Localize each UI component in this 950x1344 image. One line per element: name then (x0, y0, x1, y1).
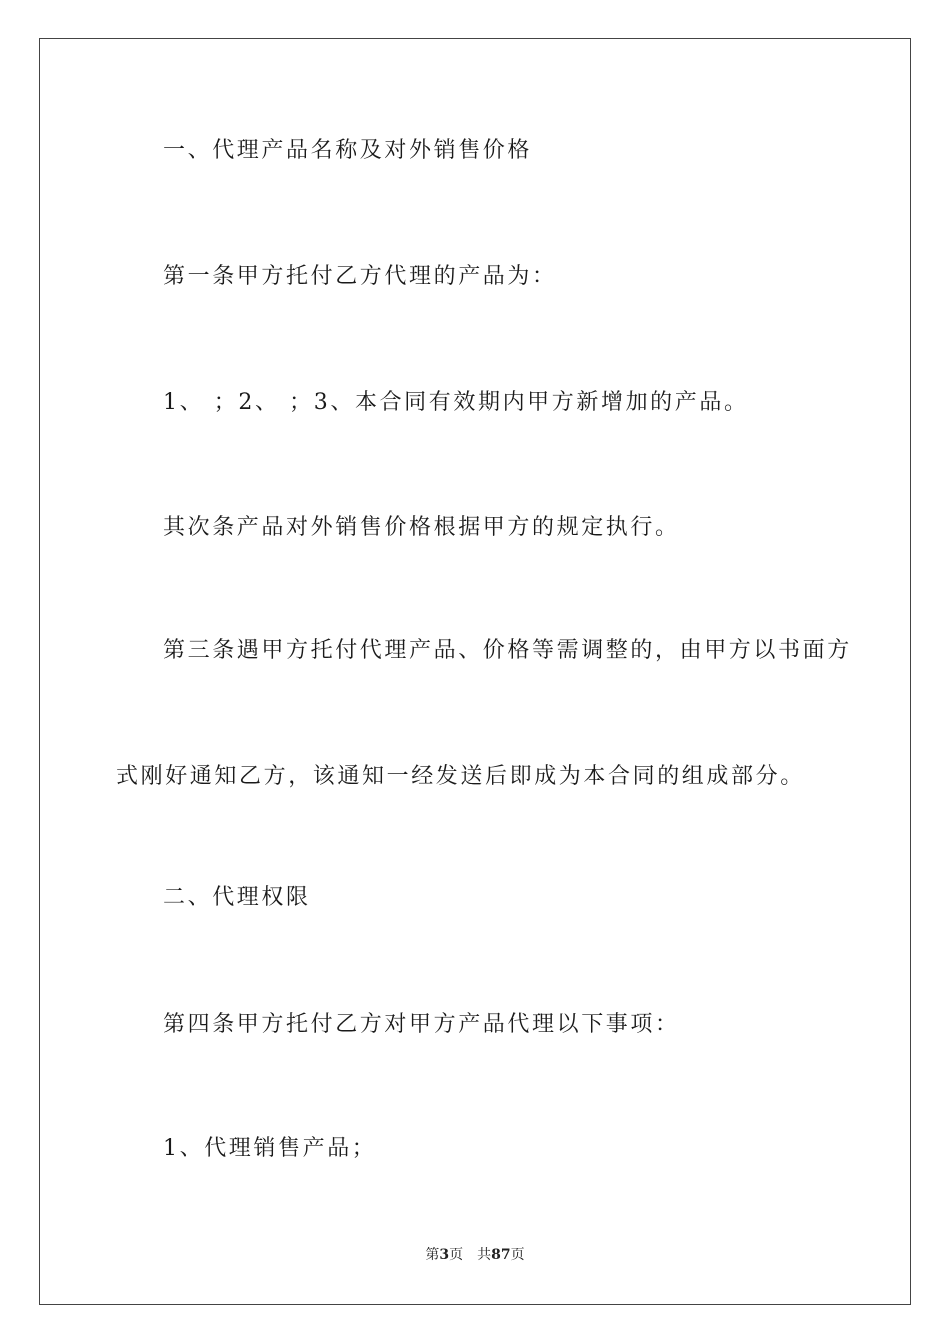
footer-page-number: 3 (439, 1247, 450, 1263)
footer-total-prefix: 共 (477, 1247, 492, 1263)
paragraph-item-1: 1、代理销售产品； (163, 1136, 377, 1161)
section-heading-2: 二、代理权限 (163, 885, 311, 910)
paragraph-product-list: 1、 ；2、 ；3、本合同有效期内甲方新增加的产品。 (163, 390, 749, 415)
footer-page-suffix: 页 (449, 1247, 464, 1263)
page-border (39, 38, 911, 1305)
footer-total-suffix: 页 (510, 1247, 525, 1263)
section-heading-1: 一、代理产品名称及对外销售价格 (163, 138, 533, 163)
paragraph-article-2: 其次条产品对外销售价格根据甲方的规定执行。 (163, 515, 680, 540)
page-footer (0, 1246, 950, 1264)
paragraph-article-4: 第四条甲方托付乙方对甲方产品代理以下事项： (163, 1012, 680, 1037)
paragraph-article-3-line-1: 第三条遇甲方托付代理产品、价格等需调整的，由甲方以书面方 (163, 638, 852, 663)
paragraph-article-3-line-2: 式刚好通知乙方，该通知一经发送后即成为本合同的组成部分。 (116, 764, 805, 789)
paragraph-article-1: 第一条甲方托付乙方代理的产品为： (163, 264, 557, 289)
footer-total-pages: 87 (491, 1247, 511, 1263)
footer-page-prefix: 第 (425, 1247, 440, 1263)
